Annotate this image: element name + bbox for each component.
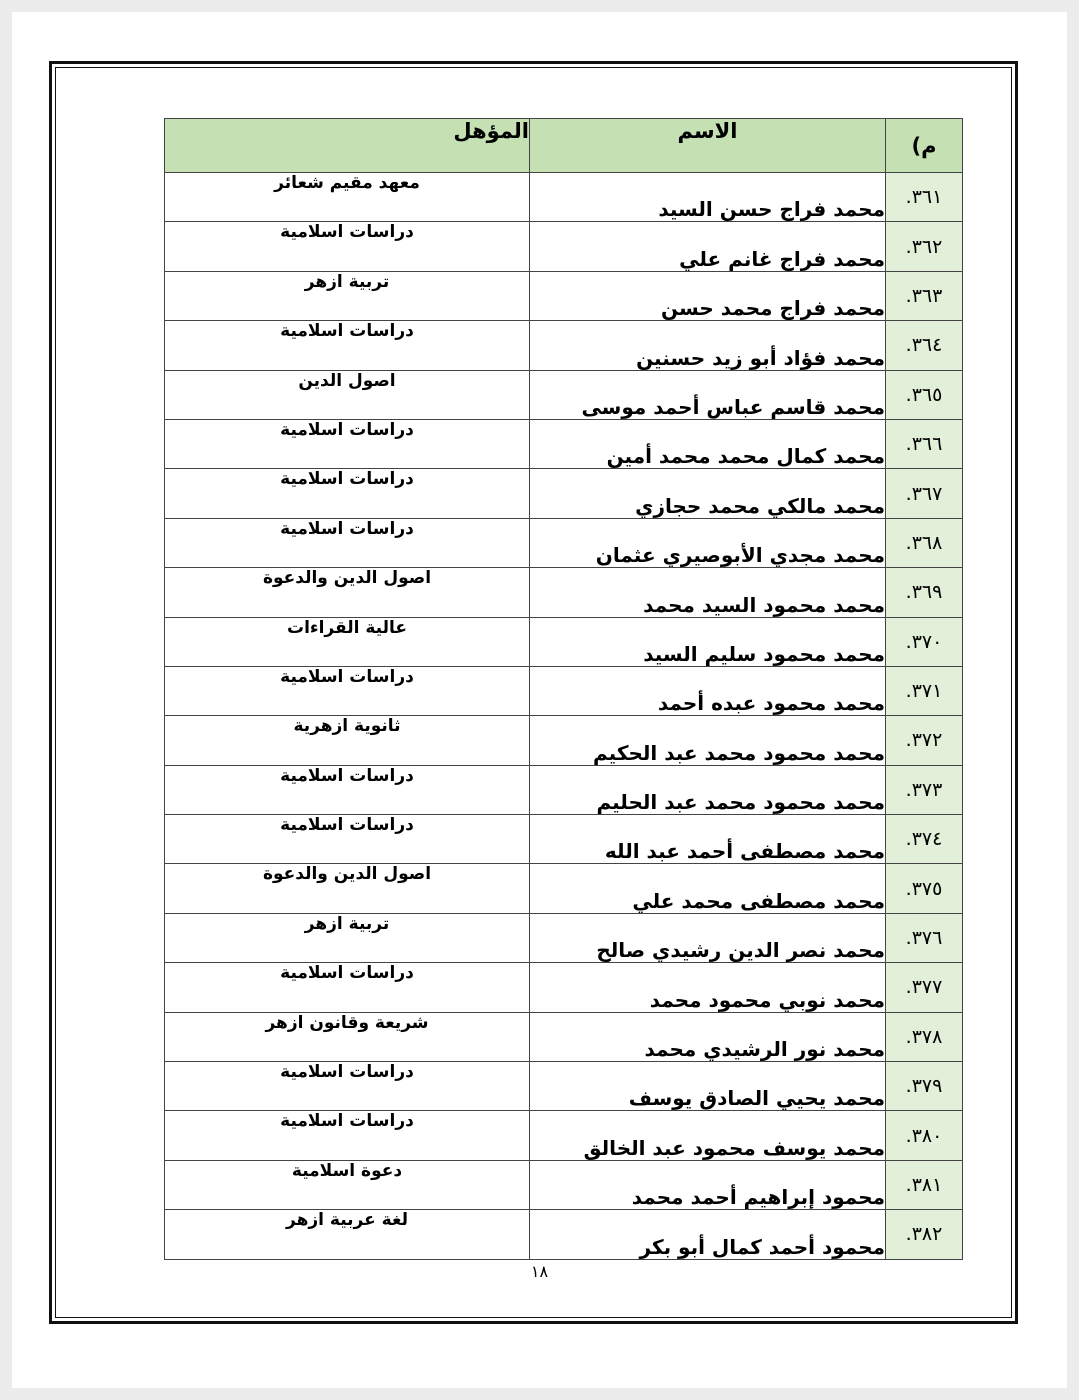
row-qualification: دراسات اسلامية <box>165 815 530 864</box>
table-row <box>165 222 963 271</box>
table-row <box>165 617 963 666</box>
row-number: ٣٦٩. <box>886 568 963 617</box>
row-qualification: دراسات اسلامية <box>165 765 530 814</box>
row-qualification: دراسات اسلامية <box>165 963 530 1012</box>
row-number: ٣٧٧. <box>886 963 963 1012</box>
row-number: ٣٧٦. <box>886 913 963 962</box>
row-qualification: عالية القراءات <box>165 617 530 666</box>
row-name: محمد يحيي الصادق يوسف <box>530 1062 886 1111</box>
row-qualification: شريعة وقانون ازهر <box>165 1012 530 1061</box>
row-qualification: تربية ازهر <box>165 913 530 962</box>
row-number: ٣٨١. <box>886 1160 963 1209</box>
row-name: محمد مالكي محمد حجازي <box>530 469 886 518</box>
row-number: ٣٧٩. <box>886 1062 963 1111</box>
row-number: ٣٦٨. <box>886 518 963 567</box>
row-qualification: دعوة اسلامية <box>165 1160 530 1209</box>
header-number: م) <box>886 119 963 173</box>
table-row <box>165 1160 963 1209</box>
row-qualification: اصول الدين والدعوة <box>165 864 530 913</box>
row-name: محمد فؤاد أبو زيد حسنين <box>530 321 886 370</box>
row-qualification: ثانوية ازهرية <box>165 716 530 765</box>
row-qualification: دراسات اسلامية <box>165 222 530 271</box>
row-qualification: دراسات اسلامية <box>165 419 530 468</box>
table-row <box>165 815 963 864</box>
table-row <box>165 469 963 518</box>
row-number: ٣٧٠. <box>886 617 963 666</box>
table-row <box>165 568 963 617</box>
row-name: محمد محمود عبده أحمد <box>530 666 886 715</box>
row-name: محمد محمود السيد محمد <box>530 568 886 617</box>
row-name: محمد يوسف محمود عبد الخالق <box>530 1111 886 1160</box>
row-name: محمد محمود سليم السيد <box>530 617 886 666</box>
header-name: الاسم <box>530 119 886 173</box>
table-row <box>165 864 963 913</box>
row-number: ٣٦١. <box>886 173 963 222</box>
row-name: محمود إبراهيم أحمد محمد <box>530 1160 886 1209</box>
row-name: محمد فراج غانم علي <box>530 222 886 271</box>
row-number: ٣٧٣. <box>886 765 963 814</box>
row-number: ٣٦٧. <box>886 469 963 518</box>
table-row <box>165 518 963 567</box>
table-row <box>165 419 963 468</box>
row-qualification: اصول الدين والدعوة <box>165 568 530 617</box>
row-name: محمد قاسم عباس أحمد موسى <box>530 370 886 419</box>
row-name: محمد مجدي الأبوصيري عثمان <box>530 518 886 567</box>
table-header-row <box>165 119 963 173</box>
row-qualification: دراسات اسلامية <box>165 321 530 370</box>
table-row <box>165 765 963 814</box>
row-name: محمد نور الرشيدي محمد <box>530 1012 886 1061</box>
row-number: ٣٦٤. <box>886 321 963 370</box>
row-name: محمد محمود محمد عبد الحكيم <box>530 716 886 765</box>
row-name: محمد فراج محمد حسن <box>530 271 886 320</box>
page-number: ١٨ <box>530 1262 549 1281</box>
row-name: محمد محمود محمد عبد الحليم <box>530 765 886 814</box>
row-number: ٣٨٢. <box>886 1210 963 1259</box>
header-qualification: المؤهل <box>165 119 530 173</box>
row-qualification: دراسات اسلامية <box>165 666 530 715</box>
row-qualification: تربية ازهر <box>165 271 530 320</box>
row-qualification: دراسات اسلامية <box>165 518 530 567</box>
table-row <box>165 370 963 419</box>
row-number: ٣٧٤. <box>886 815 963 864</box>
table-row <box>165 1012 963 1061</box>
row-name: محمد نوبي محمود محمد <box>530 963 886 1012</box>
row-name: محمد مصطفى محمد علي <box>530 864 886 913</box>
table-row <box>165 1210 963 1259</box>
row-number: ٣٨٠. <box>886 1111 963 1160</box>
names-table <box>164 118 963 1260</box>
row-name: محمد كمال محمد محمد أمين <box>530 419 886 468</box>
table-row <box>165 321 963 370</box>
table-row <box>165 1062 963 1111</box>
row-number: ٣٧٢. <box>886 716 963 765</box>
table-row <box>165 173 963 222</box>
row-number: ٣٦٥. <box>886 370 963 419</box>
table-row <box>165 913 963 962</box>
row-name: محمد نصر الدين رشيدي صالح <box>530 913 886 962</box>
table-row <box>165 716 963 765</box>
row-number: ٣٧٥. <box>886 864 963 913</box>
row-qualification: معهد مقيم شعائر <box>165 173 530 222</box>
row-number: ٣٦٢. <box>886 222 963 271</box>
row-number: ٣٦٦. <box>886 419 963 468</box>
row-qualification: دراسات اسلامية <box>165 1111 530 1160</box>
row-number: ٣٦٣. <box>886 271 963 320</box>
row-qualification: دراسات اسلامية <box>165 469 530 518</box>
row-qualification: دراسات اسلامية <box>165 1062 530 1111</box>
row-number: ٣٧١. <box>886 666 963 715</box>
table-row <box>165 963 963 1012</box>
row-name: محمد فراج حسن السيد <box>530 173 886 222</box>
row-qualification: اصول الدين <box>165 370 530 419</box>
table-row <box>165 666 963 715</box>
table-row <box>165 1111 963 1160</box>
table-row <box>165 271 963 320</box>
row-qualification: لغة عربية ازهر <box>165 1210 530 1259</box>
row-name: محمد مصطفى أحمد عبد الله <box>530 815 886 864</box>
row-name: محمود أحمد كمال أبو بكر <box>530 1210 886 1259</box>
row-number: ٣٧٨. <box>886 1012 963 1061</box>
